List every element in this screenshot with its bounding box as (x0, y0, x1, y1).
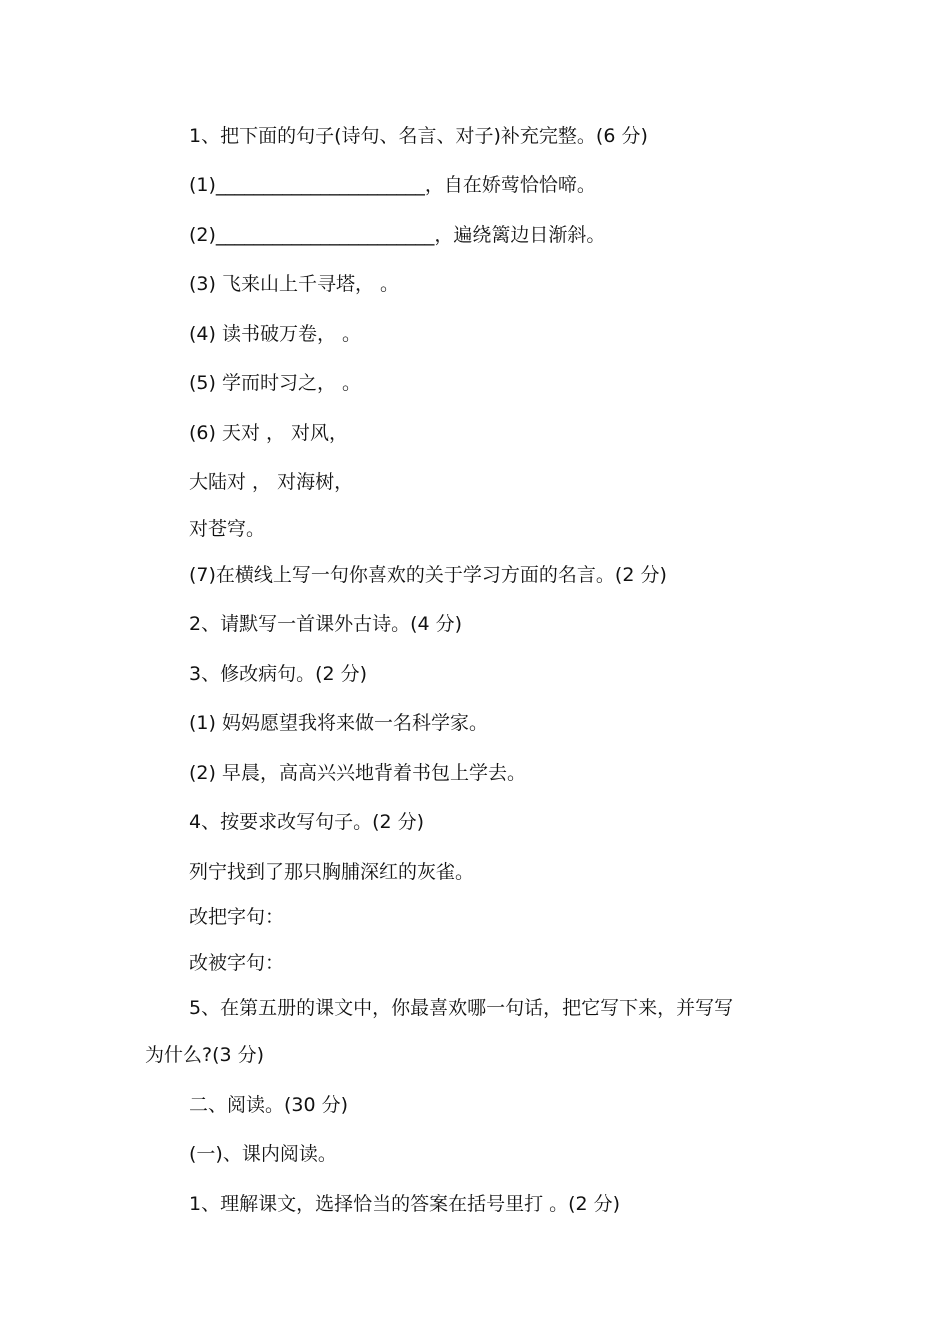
couplet-line-3: 对苍穹。 (189, 518, 266, 540)
couplet-line-1: (6) 天对 ， 对风， (189, 422, 349, 444)
question-3-heading: 3、修改病句。(2 分) (189, 663, 368, 685)
section-2-heading: 二、阅读。(30 分) (189, 1094, 349, 1116)
reading-question-1: 1、理解课文，选择恰当的答案在括号里打 。(2 分) (189, 1193, 621, 1215)
question-5-continuation: 为什么?(3 分) (145, 1044, 265, 1066)
fill-blank-line-3: (3) 飞来山上千寻塔， 。 (189, 273, 399, 295)
faulty-sentence-2: (2) 早晨，高高兴兴地背着书包上学去。 (189, 762, 526, 784)
faulty-sentence-1: (1) 妈妈愿望我将来做一名科学家。 (189, 712, 488, 734)
question-4-heading: 4、按要求改写句子。(2 分) (189, 811, 425, 833)
rewrite-source-sentence: 列宁找到了那只胸脯深红的灰雀。 (189, 861, 475, 883)
couplet-line-2: 大陆对 ， 对海树， (189, 471, 354, 493)
subsection-1-heading: (一)、课内阅读。 (189, 1143, 337, 1165)
fill-blank-line-4: (4) 读书破万卷， 。 (189, 323, 361, 345)
fill-blank-line-2: (2)_______________________，遍绕篱边日渐斜。 (189, 224, 606, 246)
fill-blank-line-5: (5) 学而时习之， 。 (189, 372, 361, 394)
motto-instruction: (7)在横线上写一句你喜欢的关于学习方面的名言。(2 分) (189, 564, 667, 586)
question-5-heading: 5、在第五册的课文中，你最喜欢哪一句话，把它写下来，并写写 (189, 997, 734, 1019)
rewrite-bei-prompt: 改被字句： (189, 952, 285, 974)
fill-blank-line-1: (1)______________________，自在娇莺恰恰啼。 (189, 174, 596, 196)
question-2-heading: 2、请默写一首课外古诗。(4 分) (189, 613, 463, 635)
question-1-heading: 1、把下面的句子(诗句、名言、对子)补充完整。(6 分) (189, 125, 648, 147)
rewrite-ba-prompt: 改把字句： (189, 906, 285, 928)
